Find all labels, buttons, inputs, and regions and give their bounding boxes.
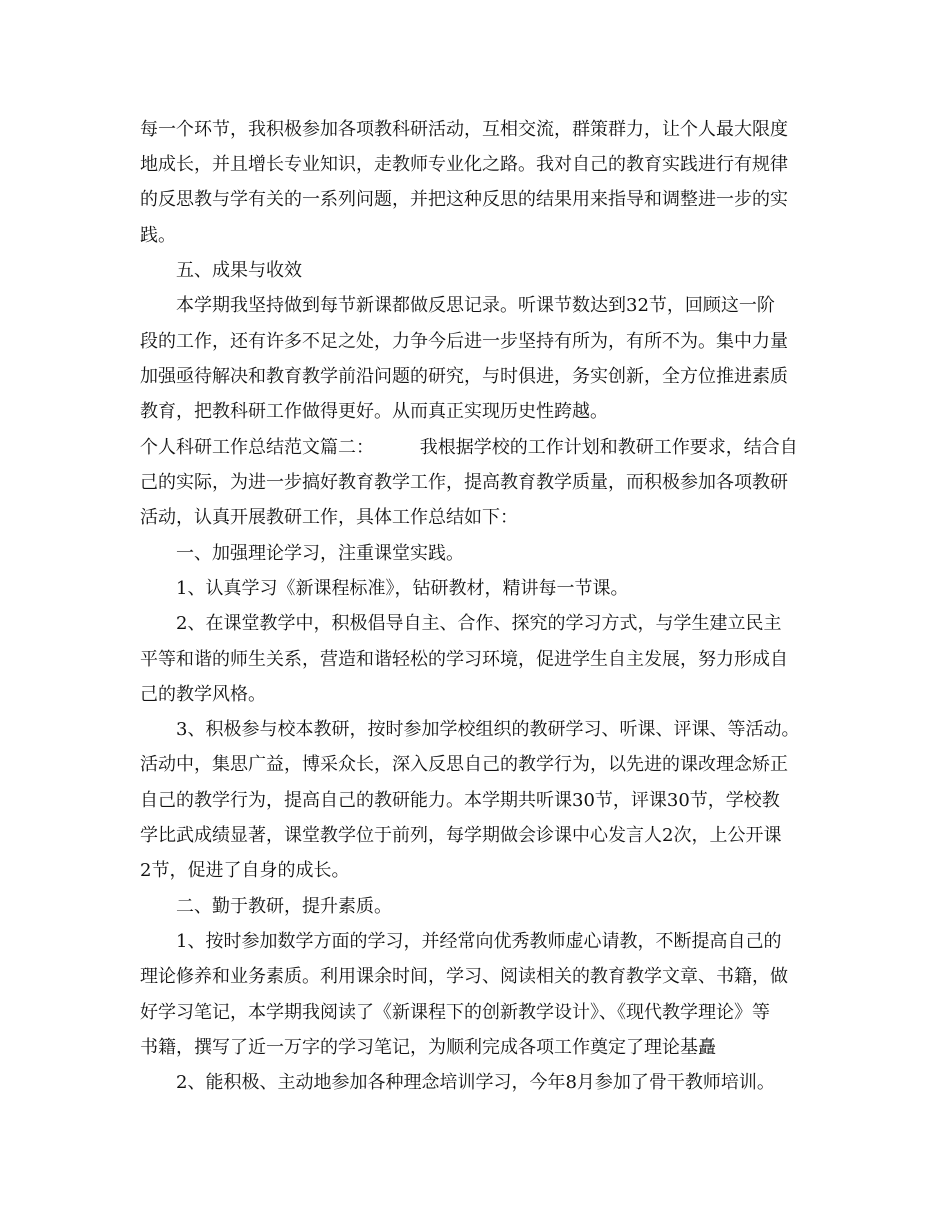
text-line: 活动，认真开展教研工作，具体工作总结如下： [140, 507, 518, 528]
text-line: 己的实际，为进一步搞好教育教学工作，提高教育教学质量，而积极参加各项教研 [140, 472, 788, 493]
text-line: 地成长，并且增长专业知识，走教师专业化之路。我对自己的教育实践进行有规律 [140, 154, 788, 175]
text-line: 3、积极参与校本教研，按时参加学校组织的教研学习、听课、评课、等活动。 [176, 719, 800, 740]
text-line: 书籍，撰写了近一万字的学习笔记，为顺利完成各项工作奠定了理论基矗 [140, 1037, 716, 1058]
text-line: 己的教学风格。 [140, 684, 266, 705]
text-line: 本学期我坚持做到每节新课都做反思记录。听课节数达到32节，回顾这一阶 [176, 295, 775, 316]
text-line: 活动中，集思广益，博采众长，深入反思自己的教学行为，以先进的课改理念矫正 [140, 754, 788, 775]
section-heading: 一、加强理论学习，注重课堂实践。 [176, 543, 464, 564]
text-line: 段的工作，还有许多不足之处，力争今后进一步坚持有所为，有所不为。集中力量 [140, 331, 788, 352]
text-line: 教育，把教科研工作做得更好。从而真正实现历史性跨越。 [140, 401, 608, 422]
text-line: 2节，促进了自身的成长。 [140, 860, 350, 881]
text-line: 践。 [140, 225, 176, 246]
article-title-line: 个人科研工作总结范文篇二： 我根据学校的工作计划和教研工作要求，结合自 [140, 437, 798, 458]
text-line: 自己的教学行为，提高自己的教研能力。本学期共听课30节，评课30节，学校教 [140, 790, 780, 811]
section-heading: 五、成果与收效 [176, 260, 302, 281]
text-line: 加强亟待解决和教育教学前沿问题的研究，与时俱进，务实创新，全方位推进素质 [140, 366, 788, 387]
text-line: 学比武成绩显著，课堂教学位于前列，每学期做会诊课中心发言人2次，上公开课 [140, 825, 782, 846]
section-heading: 二、勤于教研，提升素质。 [176, 896, 392, 917]
text-line: 理论修养和业务素质。利用课余时间，学习、阅读相关的教育教学文章、书籍，做 [140, 966, 788, 987]
text-line: 每一个环节，我积极参加各项教科研活动，互相交流，群策群力，让个人最大限度 [140, 119, 788, 140]
text-line: 的反思教与学有关的一系列问题，并把这种反思的结果用来指导和调整进一步的实 [140, 189, 788, 210]
text-line: 好学习笔记，本学期我阅读了《新课程下的创新教学设计》、《现代教学理论》等 [140, 1002, 770, 1023]
text-line: 2、能积极、主动地参加各种理念培训学习，今年8月参加了骨干教师培训。 [176, 1072, 775, 1093]
text-line: 1、认真学习《新课程标准》，钻研教材，精讲每一节课。 [176, 578, 629, 599]
text-line: 1、按时参加数学方面的学习，并经常向优秀教师虚心请教，不断提高自己的 [176, 931, 782, 952]
text-line: 平等和谐的师生关系，营造和谐轻松的学习环境，促进学生自主发展，努力形成自 [140, 649, 788, 670]
text-line: 2、在课堂教学中，积极倡导自主、合作、探究的学习方式，与学生建立民主 [176, 613, 782, 634]
